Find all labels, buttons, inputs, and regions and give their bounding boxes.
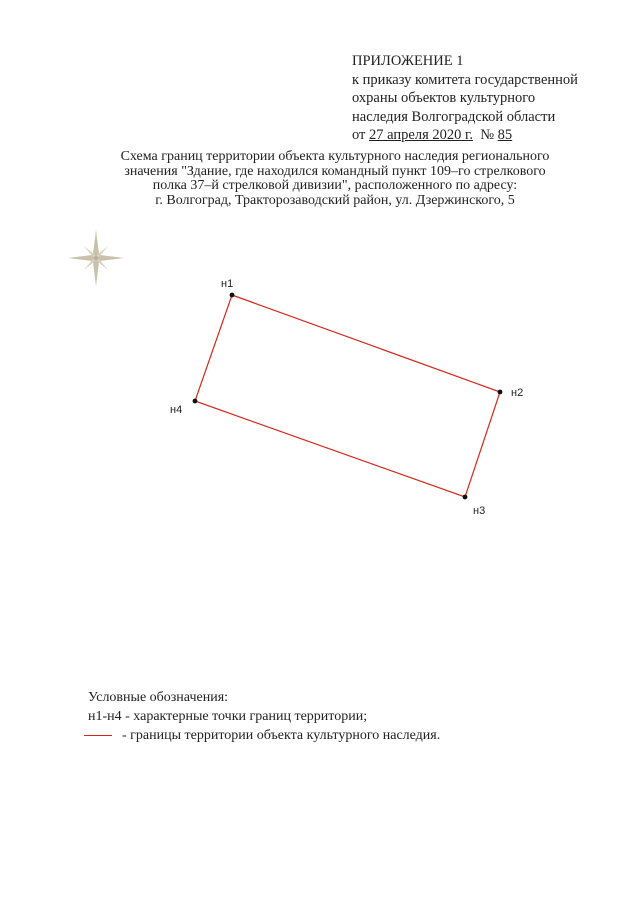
- order-date: 27 апреля 2020 г.: [369, 127, 473, 143]
- appendix-title: ПРИЛОЖЕНИЕ 1: [352, 53, 464, 69]
- scheme-title-line-3: полка 37–й стрелковой дивизии", расположенного по адресу:: [152, 178, 518, 193]
- appendix-line-3: наследия Волгоградской области: [352, 108, 556, 125]
- point-n2-label: н2: [511, 387, 524, 399]
- point-n1-marker: [230, 293, 235, 298]
- territory-boundary: [195, 295, 500, 497]
- legend-boundary-swatch: [84, 735, 112, 736]
- point-n1-label: н1: [221, 278, 234, 290]
- legend-points-item: [88, 707, 508, 726]
- scheme-title-line-1: Схема границ территории объекта культурного наследия регионального: [120, 149, 550, 164]
- compass-rose-icon: [68, 230, 124, 286]
- legend-points-text: н1-н4 - характерные точки границ территории;: [88, 709, 368, 724]
- scheme-title-line-2: значения "Здание, где находился командный пункт 109–го стрелкового: [124, 163, 546, 179]
- point-n4-label: н4: [170, 404, 183, 416]
- point-n3-marker: [463, 495, 468, 500]
- legend-boundary-item: [88, 726, 508, 745]
- appendix-line-1: к приказу комитета государственной: [352, 71, 578, 88]
- appendix-line-2: охраны объектов культурного: [352, 90, 536, 106]
- order-from-prefix: от: [352, 127, 366, 143]
- point-n2-marker: [498, 390, 503, 395]
- legend-heading: Условные обозначения:: [88, 690, 229, 705]
- order-number: 85: [497, 127, 513, 143]
- legend: [88, 688, 508, 745]
- point-n4-marker: [193, 399, 198, 404]
- order-number-prefix: №: [480, 127, 495, 143]
- point-n3-label: н3: [473, 505, 486, 517]
- scheme-title-line-4: г. Волгоград, Тракторозаводский район, ул. Дзержинского, 5: [155, 192, 515, 208]
- legend-boundary-text: - границы территории объекта культурного наследия.: [122, 728, 441, 743]
